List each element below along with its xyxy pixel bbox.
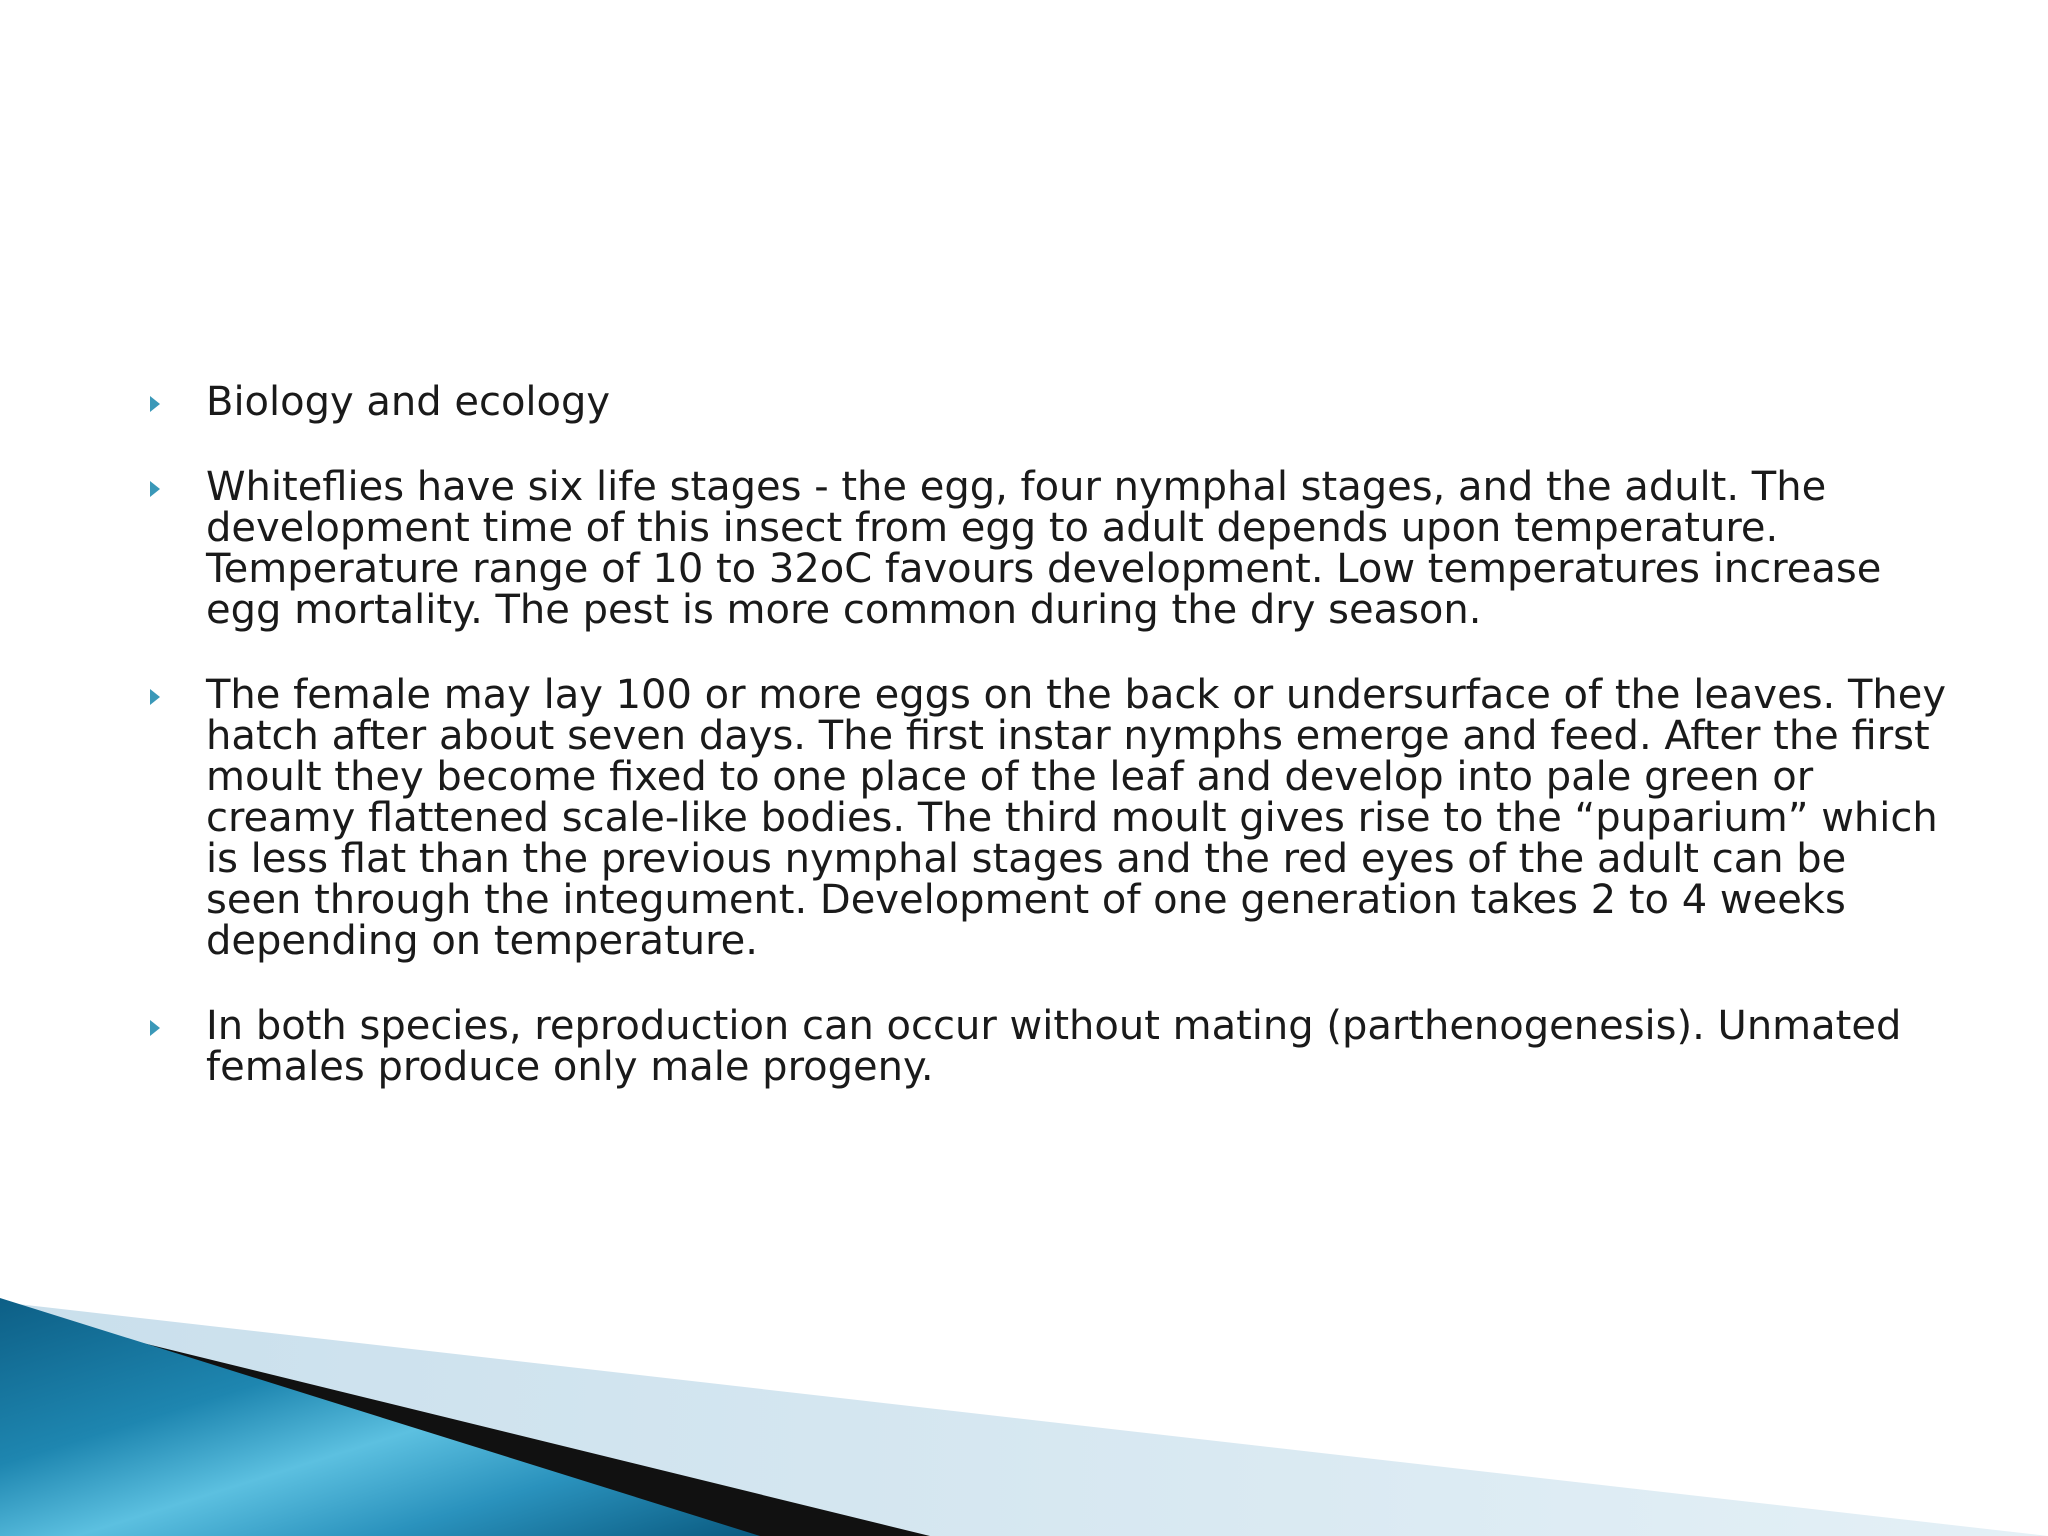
bullet-text: Biology and ecology [206,379,611,425]
bullet-text: The female may lay 100 or more eggs on the back or undersurface of the leaves. They hatch after about seven days. The first instar nymphs emerge and feed. After the first moult they become fixed to one place of the leaf and develop into pale green or creamy flattened scale-like bodies. The third moult gives rise to the “puparium” which is less flat than the previous nymphal stages and the red eyes of the adult can be seen through the integument. Development of one generation takes 2 to 4 weeks depending on temperature. [206,672,1947,964]
triangle-right-bullet-icon [150,396,160,412]
bullet-item [150,464,1950,633]
bullet-text: In both species, reproduction can occur without mating (parthenogenesis). Unmated females produce only male progeny. [206,1003,1902,1090]
bullet-item [150,379,1950,425]
bullet-item [150,1003,1950,1090]
slide-body [150,379,1950,1132]
triangle-right-bullet-icon [150,689,160,705]
bullet-item [150,672,1950,964]
bullet-text: Whiteflies have six life stages - the egg, four nymphal stages, and the adult. The development time of this insect from egg to adult depends upon temperature. Temperature range of 10 to 32oC favours development. Low temperatures increase egg mortality. The pest is more common during the dry season. [206,464,1882,633]
corner-swoosh-decoration [0,1280,2048,1536]
triangle-right-bullet-icon [150,1020,160,1036]
triangle-right-bullet-icon [150,481,160,497]
